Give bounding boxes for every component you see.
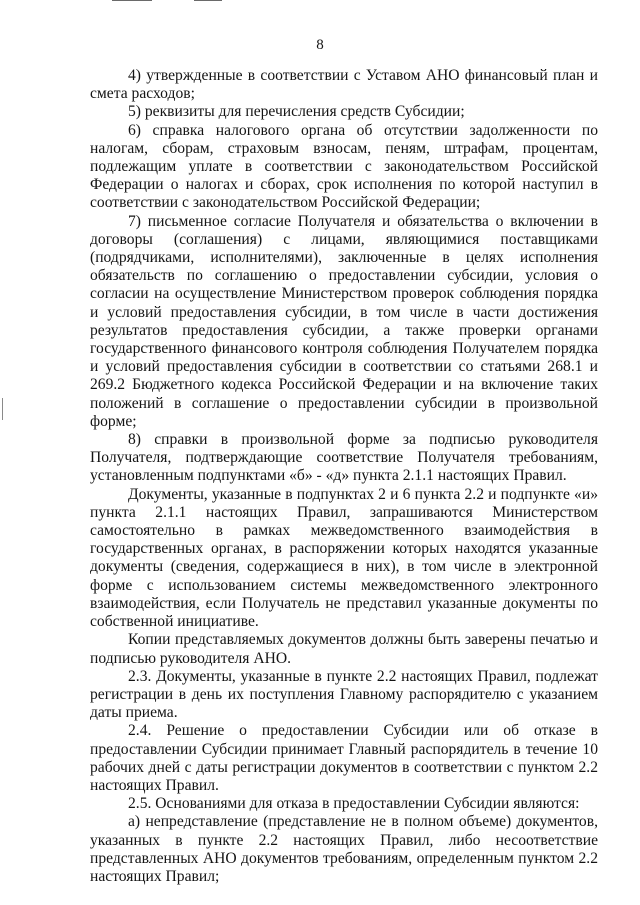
document-body	[90, 67, 598, 886]
list-item-5: 5) реквизиты для перечисления средств Субсидии;	[128, 103, 465, 121]
list-item-8: 8) справки в произвольной форме за подписью руководителя Получателя, подтверждающие соответствие Получателя требованиям, установленным подпунктами «б» - «д» пункта 2.1.1 настоящих Правил.	[90, 431, 598, 485]
list-item-7: 7) письменное согласие Получателя и обязательства о включении в договоры (соглашения) с лицами, являющимися поставщиками (подрядчиками, исполнителями), заключенные в целях исполнения обязательств по соглашению о предоставлении субсидии, условия о согласии на осуществление Министерством проверок соблюдения порядка и условий предоставления субсидии, в том числе в части достижения результатов предоставления субсидии, а также проверки органами государственного финансового контроля соблюдения Получателем порядка и условий предоставления субсидии в соответствии со статьями 268.1 и 269.2 Бюджетного кодекса Российской Федерации и на включение таких положений в соглашение о предоставлении субсидии в произвольной форме;	[90, 212, 598, 430]
scan-margin-mark	[2, 398, 3, 420]
paragraph-documents-requested: Документы, указанные в подпунктах 2 и 6 пункта 2.2 и подпункте «и» пункта 2.1.1 настоящих Правил, запрашиваются Министерством самостоятельно в рамках межведомственного взаимодействия в государственных органах, в распоряжении которых находятся указанные документы (сведения, содержащиеся в них), в том числе в электронной форме с использованием системы межведомственного электронного взаимодействия, если Получатель не представил указанные документы по собственной инициативе.	[90, 485, 598, 631]
clause-2-4: 2.4. Решение о предоставлении Субсидии или об отказе в предоставлении Субсидии принимает Главный распорядитель в течение 10 рабочих дней с даты регистрации документов в соответствии с пунктом 2.2 настоящих Правил.	[90, 722, 598, 794]
list-item-4: 4) утвержденные в соответствии с Уставом АНО финансовый план и смета расходов;	[90, 67, 598, 103]
clause-2-3: 2.3. Документы, указанные в пункте 2.2 настоящих Правил, подлежат регистрации в день их поступления Главному распорядителю с указанием даты приема.	[90, 667, 598, 722]
page-number: 8	[316, 37, 324, 53]
clause-2-5-a: а) непредставление (представление не в полном объеме) документов, указанных в пункте 2.2 настоящих Правил, либо несоответствие представленных АНО документов требованиям, определенным пунктом 2.2 настоящих Правил;	[90, 813, 598, 885]
list-item-6: 6) справка налогового органа об отсутствии задолженности по налогам, сборам, страховым взносам, пеням, штрафам, процентам, подлежащим уплате в соответствии с законодательством Российской Федерации о налогах и сборах, срок исполнения по которой наступил в соответствии с законодательством Российской Федерации;	[90, 121, 598, 212]
clause-2-5: 2.5. Основаниями для отказа в предоставлении Субсидии являются:	[128, 795, 580, 813]
paragraph-copies-certified: Копии представляемых документов должны быть заверены печатью и подписью руководителя АНО.	[90, 631, 598, 667]
